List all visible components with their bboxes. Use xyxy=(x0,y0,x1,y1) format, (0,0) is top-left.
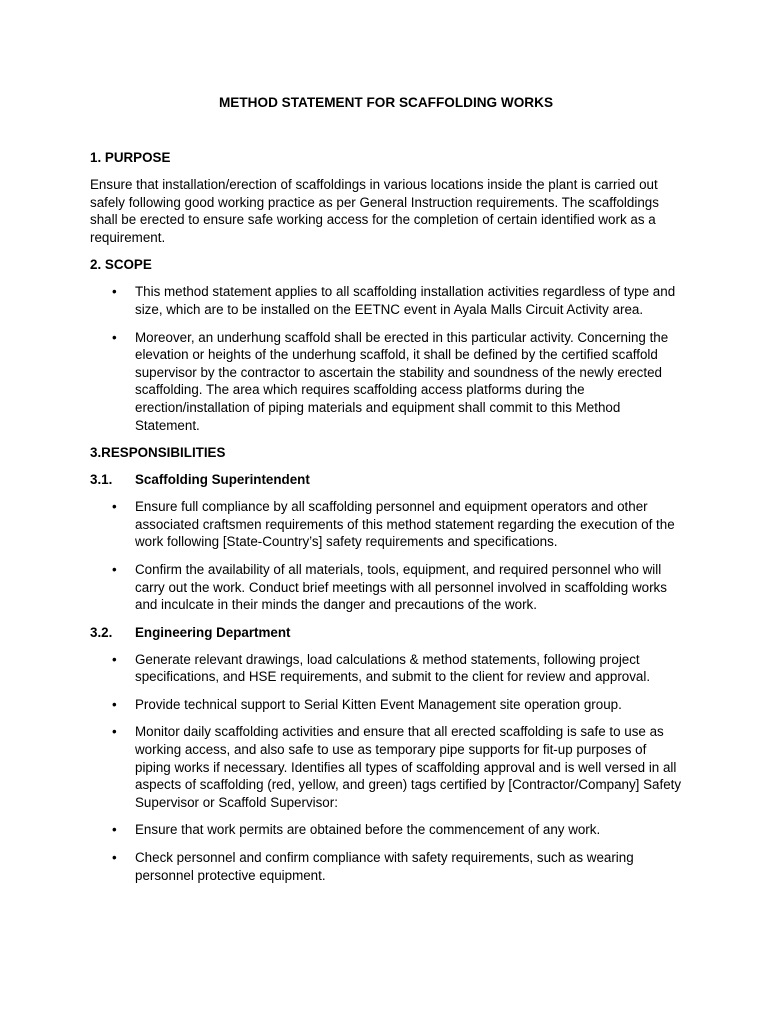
bullet-icon: • xyxy=(112,284,117,300)
section-title: Scaffolding Superintendent xyxy=(135,472,310,488)
list-item-text: Confirm the availability of all materials, tools, equipment, and required personnel who will carry out the work. Conduct brief meetings with all personnel involved in scaffolding works and inculcate in their minds the danger and precautions of the work. xyxy=(135,561,667,613)
section-heading-superintendent xyxy=(90,471,682,488)
engineering-list xyxy=(90,651,682,885)
scope-list xyxy=(90,283,682,434)
superintendent-list xyxy=(90,498,682,614)
document-title: METHOD STATEMENT FOR SCAFFOLDING WORKS xyxy=(218,95,554,110)
purpose-text: Ensure that installation/erection of scaffoldings in various locations inside the plant is carried out safely following good working practice as per General Instruction requirements. The scaffoldings shall be erected to ensure safe working access for the completion of certain identified work as a requirement. xyxy=(90,177,659,245)
list-item-text: This method statement applies to all scaffolding installation activities regardless of type and size, which are to be installed on the EETNC event in Ayala Malls Circuit Activity area. xyxy=(135,284,676,317)
list-item-text: Monitor daily scaffolding activities and ensure that all erected scaffolding is safe to use as working access, and also safe to use as temporary pipe supports for fit-up purposes of piping works if necessary. Identifies all types of scaffolding approval and is well versed in all aspects of scaffolding (red, yellow, and green) tags certified by [Contractor/Company] Safety Supervisor or Scaffold Supervisor: xyxy=(135,724,682,810)
list-item xyxy=(90,821,682,839)
bullet-icon: • xyxy=(112,651,117,667)
bullet-icon: • xyxy=(112,724,117,740)
purpose-heading: 1. PURPOSE xyxy=(90,150,171,165)
list-item-text: Ensure full compliance by all scaffolding personnel and equipment operators and other associated craftsmen requirements of this method statement regarding the execution of the work following [State-Country’s] safety requirements and specifications. xyxy=(135,499,675,550)
bullet-icon: • xyxy=(112,822,117,838)
section-number: 3.1. xyxy=(90,472,113,488)
list-item xyxy=(90,283,682,318)
list-item-text: Provide technical support to Serial Kitten Event Management site operation group. xyxy=(135,696,622,712)
list-item-text: Check personnel and confirm compliance with safety requirements, such as wearing personnel protective equipment. xyxy=(135,850,634,883)
list-item-text: Generate relevant drawings, load calculations & method statements, following project specifications, and HSE requirements, and submit to the client for review and approval. xyxy=(135,651,651,685)
scope-heading: 2. SCOPE xyxy=(90,257,152,273)
list-item-text: Ensure that work permits are obtained before the commencement of any work. xyxy=(135,822,601,838)
list-item xyxy=(90,696,682,714)
list-item xyxy=(90,849,682,884)
responsibilities-heading: 3.RESPONSIBILITIES xyxy=(90,445,226,461)
bullet-icon: • xyxy=(112,696,117,712)
document-body xyxy=(90,94,682,894)
bullet-icon: • xyxy=(112,329,117,345)
section-heading-engineering xyxy=(90,624,682,641)
list-item xyxy=(90,723,682,811)
list-item xyxy=(90,498,682,551)
bullet-icon: • xyxy=(112,850,117,866)
bullet-icon: • xyxy=(112,561,117,577)
bullet-icon: • xyxy=(112,499,117,515)
section-number: 3.2. xyxy=(90,624,113,640)
list-item-text: Moreover, an underhung scaffold shall be erected in this particular activity. Concerning the elevation or heights of the underhung scaffold, it shall be defined by the certified scaffold supervisor by the contractor to ascertain the stability and soundness of the newly erected scaffolding. The area which requires scaffolding access platforms during the erection/installation of piping materials and equipment shall commit to this Method Statement. xyxy=(135,329,669,433)
section-title: Engineering Department xyxy=(135,624,291,640)
list-item xyxy=(90,561,682,614)
list-item xyxy=(90,651,682,686)
list-item xyxy=(90,329,682,435)
